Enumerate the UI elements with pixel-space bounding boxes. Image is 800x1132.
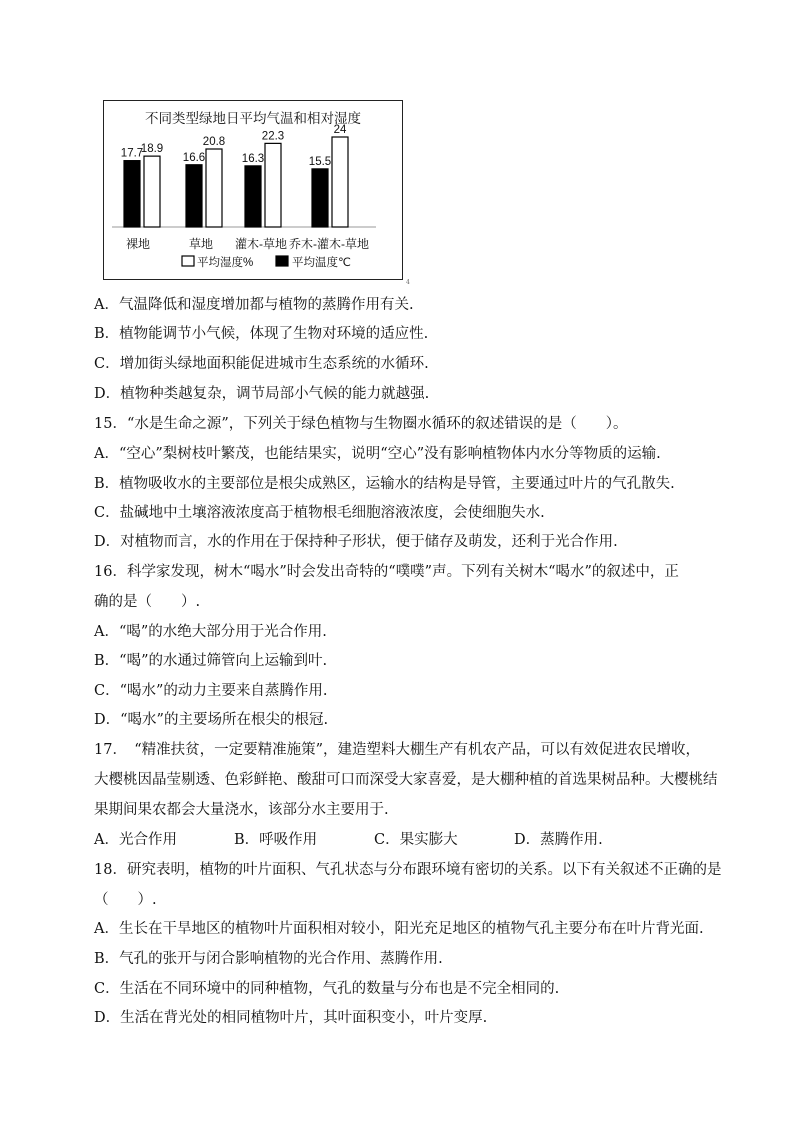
category-label-3: 乔木-灌木-草地 — [289, 237, 369, 251]
legend-label-humidity: 平均湿度% — [197, 257, 254, 269]
q18-stem-line1: 18．研究表明，植物的叶片面积、气孔状态与分布跟环境有密切的关系。以下有关叙述不正确的是 — [94, 862, 722, 878]
bar-temperature-0 — [124, 161, 140, 227]
q18-option-b: B．气孔的张开与闭合影响植物的光合作用、蒸腾作用. — [94, 951, 443, 967]
category-label-1: 草地 — [188, 237, 214, 251]
q15-option-b: B．植物吸收水的主要部位是根尖成熟区，运输水的结构是导管，主要通过叶片的气孔散失. — [94, 476, 675, 492]
category-label-0: 裸地 — [125, 237, 151, 251]
q16-option-c: C．“喝水”的动力主要来自蒸腾作用. — [94, 683, 328, 699]
bar-humidity-0 — [144, 156, 160, 227]
q14-option-c: C．增加街头绿地面积能促进城市生态系统的水循环. — [94, 356, 429, 372]
q14-option-b: B．植物能调节小气候，体现了生物对环境的适应性. — [94, 326, 429, 342]
data-label-humidity-1: 20.8 — [202, 136, 226, 148]
q15-option-d: D．对植物而言，水的作用在于保持种子形状，便于储存及萌发，还利于光合作用. — [94, 534, 618, 550]
q17-option-c: C．果实膨大 — [374, 832, 458, 848]
q14-option-d: D．植物种类越复杂，调节局部小气候的能力就越强. — [94, 386, 430, 402]
q14-option-a: A．气温降低和湿度增加都与植物的蒸腾作用有关. — [94, 297, 414, 313]
bar-temperature-3 — [312, 169, 328, 227]
q18-option-d: D．生活在背光处的相同植物叶片，其叶面积变小，叶片变厚. — [94, 1010, 488, 1026]
legend-label-temperature: 平均温度℃ — [292, 257, 351, 269]
legend-swatch-temperature — [276, 256, 288, 266]
q16-option-b: B．“喝”的水通过筛管向上运输到叶. — [94, 653, 328, 669]
legend-swatch-humidity — [182, 256, 194, 266]
bar-humidity-2 — [265, 143, 281, 227]
q18-stem-line2: （ ）. — [94, 892, 157, 908]
q17-option-b: B．呼吸作用 — [234, 832, 318, 848]
data-label-temperature-0: 17.7 — [120, 147, 144, 160]
q15-option-c: C．盐碱地中土壤溶液浓度高于植物根毛细胞溶液浓度，会使细胞失水. — [94, 505, 545, 521]
data-label-temperature-1: 16.6 — [182, 151, 206, 164]
q18-option-a: A．生长在干旱地区的植物叶片面积相对较小，阳光充足地区的植物气孔主要分布在叶片背光面. — [94, 921, 704, 937]
q16-option-a: A．“喝”的水绝大部分用于光合作用. — [94, 624, 327, 640]
q18-option-c: C．生活在不同环境中的同种植物，气孔的数量与分布也是不完全相同的. — [94, 981, 560, 997]
bar-temperature-2 — [245, 166, 261, 227]
chart-title: 不同类型绿地日平均气温和相对湿度 — [145, 111, 361, 126]
bar-chart — [104, 101, 402, 279]
page-mark: 4 — [406, 279, 410, 286]
bar-temperature-1 — [186, 165, 202, 227]
chart-figure — [103, 100, 403, 280]
bar-humidity-3 — [332, 137, 348, 227]
category-label-2: 灌木-草地 — [235, 237, 287, 251]
q17-stem-line2: 大樱桃因晶莹剔透、色彩鲜艳、酸甜可口而深受大家喜爱，是大棚种植的首选果树品种。大樱桃结 — [94, 772, 718, 788]
q17-option-d: D．蒸腾作用. — [514, 832, 603, 848]
q17-option-a: A．光合作用 — [94, 832, 177, 848]
q16-stem-line2: 确的是（ ）. — [94, 594, 201, 610]
data-label-humidity-3: 24 — [333, 124, 347, 136]
data-label-temperature-2: 16.3 — [241, 152, 265, 165]
data-label-temperature-3: 15.5 — [308, 155, 332, 168]
q15-stem: 15．“水是生命之源”，下列关于绿色植物与生物圈水循环的叙述错误的是（ ）。 — [94, 416, 628, 432]
q17-stem-line1: 17． “精准扶贫，一定要精准施策”，建造塑料大棚生产有机农产品，可以有效促进农民增收， — [94, 742, 701, 758]
q16-stem-line1: 16．科学家发现，树木“喝水”时会发出奇特的“噗噗”声。下列有关树木“喝水”的叙述中，正 — [94, 564, 679, 580]
bar-humidity-1 — [206, 149, 222, 227]
q16-option-d: D．“喝水”的主要场所在根尖的根冠. — [94, 712, 329, 728]
q15-option-a: A．“空心”梨树枝叶繁茂，也能结果实，说明“空心”没有影响植物体内水分等物质的运输. — [94, 446, 661, 462]
data-label-humidity-2: 22.3 — [261, 130, 285, 143]
q17-stem-line3: 果期间果农都会大量浇水，该部分水主要用于. — [94, 802, 389, 818]
data-label-humidity-0: 18.9 — [140, 143, 164, 156]
